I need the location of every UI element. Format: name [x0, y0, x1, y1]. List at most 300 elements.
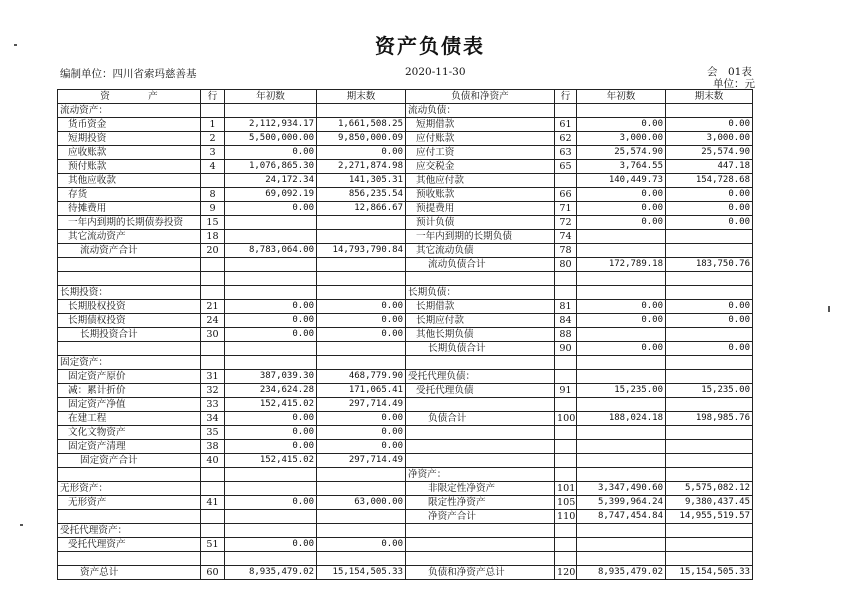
liability-line: 62: [555, 132, 577, 146]
asset-item: 固定资产净值: [58, 398, 201, 412]
liability-item: [406, 272, 555, 286]
asset-begin-value: 387,039.30: [225, 370, 317, 384]
liability-end-value: 0.00: [666, 202, 753, 216]
asset-line: [201, 510, 225, 524]
liability-item: 长期应付款: [406, 314, 555, 328]
liability-item: [406, 398, 555, 412]
asset-item: [58, 258, 201, 272]
table-row: [58, 258, 753, 272]
liability-end-value: [666, 328, 753, 342]
liability-end-value: [666, 272, 753, 286]
asset-begin-value: [225, 258, 317, 272]
liability-begin-value: 0.00: [577, 188, 666, 202]
asset-line: 31: [201, 370, 225, 384]
liability-line: [555, 370, 577, 384]
asset-line: 4: [201, 160, 225, 174]
liability-item: 长期负债：: [406, 286, 555, 300]
column-header: 资 产: [58, 90, 201, 104]
liability-item: 其它流动负债: [406, 244, 555, 258]
liability-end-value: [666, 244, 753, 258]
asset-item: 短期投资: [58, 132, 201, 146]
table-row: [58, 146, 753, 160]
asset-item: 固定资产合计: [58, 454, 201, 468]
liability-line: 120: [555, 566, 577, 580]
asset-begin-value: [225, 272, 317, 286]
asset-end-value: [317, 286, 406, 300]
table-row: [58, 104, 753, 118]
asset-begin-value: [225, 524, 317, 538]
asset-end-value: [317, 356, 406, 370]
liability-line: 78: [555, 244, 577, 258]
asset-end-value: 856,235.54: [317, 188, 406, 202]
asset-end-value: [317, 482, 406, 496]
liability-line: 101: [555, 482, 577, 496]
asset-line: 34: [201, 412, 225, 426]
liability-begin-value: 0.00: [577, 202, 666, 216]
liability-end-value: 0.00: [666, 314, 753, 328]
liability-item: 长期借款: [406, 300, 555, 314]
asset-item: 待摊费用: [58, 202, 201, 216]
asset-end-value: 0.00: [317, 426, 406, 440]
liability-item: 应付账款: [406, 132, 555, 146]
asset-line: 41: [201, 496, 225, 510]
liability-line: 81: [555, 300, 577, 314]
liability-begin-value: 172,789.18: [577, 258, 666, 272]
table-row: [58, 510, 753, 524]
asset-item: 长期投资合计: [58, 328, 201, 342]
liability-line: [555, 454, 577, 468]
liability-end-value: [666, 538, 753, 552]
asset-line: 21: [201, 300, 225, 314]
asset-end-value: [317, 342, 406, 356]
asset-end-value: 12,866.67: [317, 202, 406, 216]
liability-item: 预提费用: [406, 202, 555, 216]
liability-line: [555, 552, 577, 566]
asset-item: 减：累计折价: [58, 384, 201, 398]
liability-begin-value: 25,574.90: [577, 146, 666, 160]
column-header: 年初数: [225, 90, 317, 104]
asset-end-value: 9,850,000.09: [317, 132, 406, 146]
asset-end-value: [317, 230, 406, 244]
liability-end-value: [666, 230, 753, 244]
asset-line: [201, 468, 225, 482]
table-row: [58, 132, 753, 146]
liability-item: 一年内到期的长期负债: [406, 230, 555, 244]
compiling-unit: 编制单位：四川省索玛慈善基: [60, 68, 197, 80]
asset-item: 长期债权投资: [58, 314, 201, 328]
table-row: [58, 356, 753, 370]
asset-item: [58, 510, 201, 524]
asset-end-value: 0.00: [317, 328, 406, 342]
asset-begin-value: 0.00: [225, 538, 317, 552]
asset-line: [201, 356, 225, 370]
liability-item: 其他长期负债: [406, 328, 555, 342]
liability-item: [406, 426, 555, 440]
asset-end-value: 0.00: [317, 412, 406, 426]
asset-end-value: 297,714.49: [317, 454, 406, 468]
liability-line: 80: [555, 258, 577, 272]
liability-end-value: 3,000.00: [666, 132, 753, 146]
asset-line: [201, 258, 225, 272]
liability-begin-value: 0.00: [577, 216, 666, 230]
asset-begin-value: 0.00: [225, 328, 317, 342]
liability-end-value: [666, 426, 753, 440]
asset-begin-value: [225, 342, 317, 356]
asset-item: 固定资产清理: [58, 440, 201, 454]
table-row: [58, 216, 753, 230]
asset-begin-value: 0.00: [225, 496, 317, 510]
liability-begin-value: [577, 272, 666, 286]
asset-begin-value: 0.00: [225, 412, 317, 426]
asset-line: [201, 552, 225, 566]
asset-item: 其它流动资产: [58, 230, 201, 244]
liability-line: [555, 104, 577, 118]
asset-begin-value: 24,172.34: [225, 174, 317, 188]
liability-line: [555, 174, 577, 188]
asset-begin-value: [225, 356, 317, 370]
asset-line: 35: [201, 426, 225, 440]
liability-end-value: 15,154,505.33: [666, 566, 753, 580]
liability-line: 88: [555, 328, 577, 342]
liability-line: 90: [555, 342, 577, 356]
liability-begin-value: [577, 328, 666, 342]
liability-begin-value: [577, 244, 666, 258]
table-row: [58, 272, 753, 286]
asset-line: 18: [201, 230, 225, 244]
liability-item: 非限定性净资产: [406, 482, 555, 496]
liability-line: 71: [555, 202, 577, 216]
table-row: [58, 384, 753, 398]
table-row: [58, 566, 753, 580]
liability-begin-value: 0.00: [577, 118, 666, 132]
liability-begin-value: [577, 524, 666, 538]
asset-end-value: 468,779.90: [317, 370, 406, 384]
asset-line: 24: [201, 314, 225, 328]
scan-speck: [14, 44, 17, 46]
asset-begin-value: [225, 286, 317, 300]
table-row: [58, 482, 753, 496]
liability-item: 净资产：: [406, 468, 555, 482]
table-row: [58, 454, 753, 468]
asset-line: 1: [201, 118, 225, 132]
table-row: [58, 496, 753, 510]
asset-item: 货币资金: [58, 118, 201, 132]
asset-line: 9: [201, 202, 225, 216]
asset-item: 应收账款: [58, 146, 201, 160]
table-row: [58, 342, 753, 356]
liability-item: 限定性净资产: [406, 496, 555, 510]
liability-end-value: 154,728.68: [666, 174, 753, 188]
liability-item: 应交税金: [406, 160, 555, 174]
column-header: 期末数: [317, 90, 406, 104]
asset-item: 无形资产: [58, 496, 201, 510]
asset-item: 其他应收款: [58, 174, 201, 188]
liability-begin-value: [577, 538, 666, 552]
asset-end-value: [317, 524, 406, 538]
liability-begin-value: 8,935,479.02: [577, 566, 666, 580]
asset-end-value: 0.00: [317, 314, 406, 328]
asset-end-value: [317, 468, 406, 482]
asset-item: 固定资产：: [58, 356, 201, 370]
liability-line: [555, 440, 577, 454]
liability-end-value: [666, 398, 753, 412]
table-header-row: [58, 90, 753, 104]
liability-end-value: 14,955,519.57: [666, 510, 753, 524]
liability-end-value: 15,235.00: [666, 384, 753, 398]
asset-line: 38: [201, 440, 225, 454]
liability-line: 84: [555, 314, 577, 328]
table-row: [58, 160, 753, 174]
asset-line: 30: [201, 328, 225, 342]
asset-end-value: 0.00: [317, 538, 406, 552]
liability-item: 预收账款: [406, 188, 555, 202]
table-row: [58, 440, 753, 454]
liability-line: 61: [555, 118, 577, 132]
asset-begin-value: [225, 510, 317, 524]
liability-end-value: 0.00: [666, 216, 753, 230]
asset-end-value: 297,714.49: [317, 398, 406, 412]
asset-end-value: [317, 510, 406, 524]
table-row: [58, 188, 753, 202]
liability-item: [406, 356, 555, 370]
table-row: [58, 398, 753, 412]
asset-end-value: 15,154,505.33: [317, 566, 406, 580]
asset-line: 15: [201, 216, 225, 230]
asset-item: 长期股权投资: [58, 300, 201, 314]
liability-item: 长期负债合计: [406, 342, 555, 356]
liability-item: 负债和净资产总计: [406, 566, 555, 580]
asset-item: 流动资产：: [58, 104, 201, 118]
currency-unit: 单位：元: [713, 78, 755, 90]
asset-line: 2: [201, 132, 225, 146]
asset-end-value: 0.00: [317, 146, 406, 160]
liability-begin-value: [577, 552, 666, 566]
liability-line: 100: [555, 412, 577, 426]
asset-line: 32: [201, 384, 225, 398]
liability-begin-value: 0.00: [577, 314, 666, 328]
liability-item: 净资产合计: [406, 510, 555, 524]
liability-begin-value: 15,235.00: [577, 384, 666, 398]
asset-begin-value: 0.00: [225, 202, 317, 216]
liability-begin-value: 5,399,964.24: [577, 496, 666, 510]
liability-line: 91: [555, 384, 577, 398]
liability-item: [406, 524, 555, 538]
table-row: [58, 468, 753, 482]
liability-begin-value: [577, 286, 666, 300]
asset-item: 受托代理资产：: [58, 524, 201, 538]
liability-end-value: 198,985.76: [666, 412, 753, 426]
form-code: 会 01表: [707, 66, 752, 78]
asset-begin-value: 234,624.28: [225, 384, 317, 398]
liability-end-value: [666, 370, 753, 384]
liability-item: 应付工资: [406, 146, 555, 160]
liability-begin-value: [577, 370, 666, 384]
asset-begin-value: 1,076,865.30: [225, 160, 317, 174]
asset-item: 预付账款: [58, 160, 201, 174]
liability-line: 65: [555, 160, 577, 174]
asset-line: 8: [201, 188, 225, 202]
asset-item: [58, 468, 201, 482]
liability-begin-value: 188,024.18: [577, 412, 666, 426]
asset-item: [58, 342, 201, 356]
table-row: [58, 524, 753, 538]
asset-item: 长期投资：: [58, 286, 201, 300]
liability-line: [555, 426, 577, 440]
liability-item: 受托代理负债: [406, 384, 555, 398]
asset-begin-value: 69,092.19: [225, 188, 317, 202]
liability-begin-value: 3,347,490.60: [577, 482, 666, 496]
table-row: [58, 314, 753, 328]
table-row: [58, 370, 753, 384]
liability-end-value: 0.00: [666, 118, 753, 132]
asset-end-value: 2,271,874.98: [317, 160, 406, 174]
asset-end-value: 14,793,790.84: [317, 244, 406, 258]
asset-line: 60: [201, 566, 225, 580]
liability-begin-value: 0.00: [577, 300, 666, 314]
asset-begin-value: [225, 104, 317, 118]
asset-item: 一年内到期的长期债券投资: [58, 216, 201, 230]
column-header: 行: [201, 90, 225, 104]
liability-begin-value: [577, 468, 666, 482]
asset-end-value: 0.00: [317, 300, 406, 314]
asset-line: [201, 524, 225, 538]
asset-item: [58, 552, 201, 566]
table-row: [58, 244, 753, 258]
liability-line: [555, 538, 577, 552]
asset-begin-value: [225, 482, 317, 496]
liability-begin-value: [577, 104, 666, 118]
asset-begin-value: [225, 468, 317, 482]
asset-end-value: 63,000.00: [317, 496, 406, 510]
asset-item: [58, 272, 201, 286]
asset-begin-value: 152,415.02: [225, 454, 317, 468]
liability-line: 105: [555, 496, 577, 510]
asset-end-value: [317, 552, 406, 566]
liability-end-value: [666, 454, 753, 468]
table-row: [58, 300, 753, 314]
liability-end-value: [666, 356, 753, 370]
liability-line: [555, 286, 577, 300]
liability-item: 流动负债合计: [406, 258, 555, 272]
asset-begin-value: [225, 230, 317, 244]
asset-end-value: 171,065.41: [317, 384, 406, 398]
liability-end-value: [666, 286, 753, 300]
liability-end-value: [666, 104, 753, 118]
asset-begin-value: 0.00: [225, 426, 317, 440]
liability-begin-value: [577, 356, 666, 370]
table-row: [58, 412, 753, 426]
asset-item: 在建工程: [58, 412, 201, 426]
asset-end-value: 1,661,508.25: [317, 118, 406, 132]
liability-end-value: 0.00: [666, 300, 753, 314]
liability-line: [555, 272, 577, 286]
asset-begin-value: [225, 552, 317, 566]
liability-begin-value: 3,764.55: [577, 160, 666, 174]
asset-item: 无形资产：: [58, 482, 201, 496]
liability-item: [406, 440, 555, 454]
liability-item: 负债合计: [406, 412, 555, 426]
asset-item: 固定资产原价: [58, 370, 201, 384]
asset-begin-value: 152,415.02: [225, 398, 317, 412]
column-header: 年初数: [577, 90, 666, 104]
asset-begin-value: 0.00: [225, 440, 317, 454]
asset-end-value: [317, 104, 406, 118]
liability-begin-value: 8,747,454.84: [577, 510, 666, 524]
asset-end-value: [317, 272, 406, 286]
table-row: [58, 118, 753, 132]
liability-item: [406, 538, 555, 552]
liability-end-value: [666, 440, 753, 454]
liability-line: 110: [555, 510, 577, 524]
liability-item: 短期借款: [406, 118, 555, 132]
asset-begin-value: 0.00: [225, 314, 317, 328]
asset-begin-value: 8,783,064.00: [225, 244, 317, 258]
liability-end-value: 25,574.90: [666, 146, 753, 160]
asset-item: 文化文物资产: [58, 426, 201, 440]
table-row: [58, 552, 753, 566]
liability-end-value: 0.00: [666, 188, 753, 202]
asset-begin-value: 0.00: [225, 300, 317, 314]
liability-begin-value: [577, 230, 666, 244]
liability-begin-value: 140,449.73: [577, 174, 666, 188]
asset-end-value: 141,305.31: [317, 174, 406, 188]
table-row: [58, 174, 753, 188]
column-header: 负债和净资产: [406, 90, 555, 104]
scan-speck: [828, 306, 830, 312]
liability-line: [555, 524, 577, 538]
liability-item: 预计负债: [406, 216, 555, 230]
table-row: [58, 538, 753, 552]
table-row: [58, 426, 753, 440]
asset-line: 3: [201, 146, 225, 160]
liability-item: [406, 552, 555, 566]
liability-line: 66: [555, 188, 577, 202]
table-row: [58, 230, 753, 244]
asset-line: 20: [201, 244, 225, 258]
table-row: [58, 328, 753, 342]
asset-item: 流动资产合计: [58, 244, 201, 258]
asset-line: 40: [201, 454, 225, 468]
liability-item: 其他应付款: [406, 174, 555, 188]
liability-end-value: 5,575,082.12: [666, 482, 753, 496]
asset-begin-value: 5,500,000.00: [225, 132, 317, 146]
page-title: 资产负债表: [375, 34, 485, 58]
liability-end-value: [666, 552, 753, 566]
table-row: [58, 286, 753, 300]
asset-begin-value: 2,112,934.17: [225, 118, 317, 132]
liability-begin-value: 3,000.00: [577, 132, 666, 146]
asset-end-value: [317, 216, 406, 230]
liability-line: [555, 398, 577, 412]
liability-begin-value: [577, 426, 666, 440]
liability-item: 受托代理负债：: [406, 370, 555, 384]
asset-begin-value: 0.00: [225, 146, 317, 160]
liability-end-value: [666, 524, 753, 538]
asset-end-value: 0.00: [317, 440, 406, 454]
liability-line: [555, 468, 577, 482]
liability-end-value: 447.18: [666, 160, 753, 174]
liability-begin-value: [577, 398, 666, 412]
asset-item: 受托代理资产: [58, 538, 201, 552]
table-row: [58, 202, 753, 216]
asset-line: [201, 272, 225, 286]
asset-item: 资产总计: [58, 566, 201, 580]
liability-begin-value: [577, 454, 666, 468]
asset-line: [201, 174, 225, 188]
asset-line: 51: [201, 538, 225, 552]
liability-item: [406, 454, 555, 468]
liability-line: 63: [555, 146, 577, 160]
